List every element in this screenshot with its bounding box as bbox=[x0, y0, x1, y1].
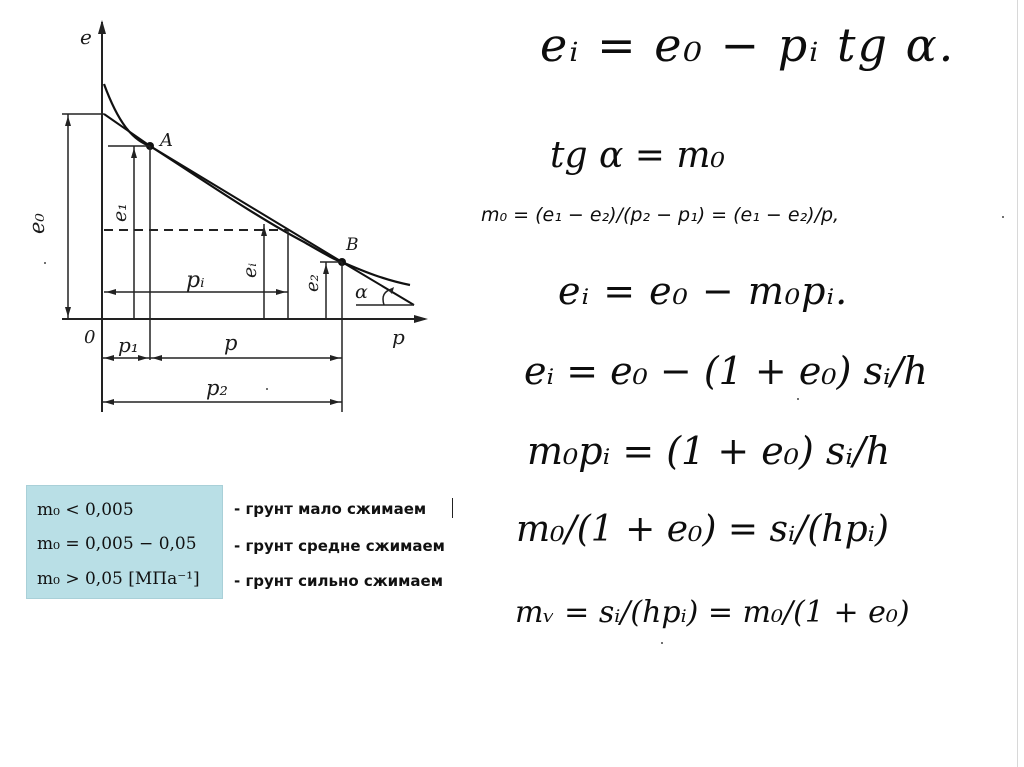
formula-ei-m0pi: eᵢ = e₀ − m₀pᵢ. bbox=[558, 269, 849, 313]
pi-arrow-left bbox=[106, 289, 116, 295]
label-origin: 0 bbox=[84, 327, 96, 348]
scan-speck bbox=[1002, 216, 1004, 218]
label-axis-e: e bbox=[80, 25, 92, 49]
p1-arrow-right bbox=[138, 355, 148, 361]
label-e2: e₂ bbox=[302, 274, 323, 292]
formula-m0pi-settlement: m₀pᵢ = (1 + e₀) sᵢ/h bbox=[527, 429, 891, 473]
scan-speck bbox=[266, 388, 268, 390]
label-p: p bbox=[224, 331, 238, 355]
slide-edge bbox=[1017, 0, 1018, 767]
compression-curve-diagram bbox=[0, 0, 470, 430]
p-arrow-right bbox=[330, 355, 340, 361]
x-axis-arrow bbox=[414, 315, 428, 323]
p-arrow-left bbox=[152, 355, 162, 361]
formula-m0-definition: m₀ = (e₁ − e₂)/(p₂ − p₁) = (e₁ − e₂)/p, bbox=[481, 204, 840, 226]
label-e1: e₁ bbox=[109, 203, 131, 222]
scan-speck bbox=[797, 398, 799, 400]
scan-speck bbox=[661, 642, 663, 644]
label-p2: p₂ bbox=[206, 376, 228, 400]
pi-arrow-right bbox=[276, 289, 286, 295]
e2-arrow-top bbox=[323, 264, 329, 274]
formula-ei-tg: eᵢ = e₀ − pᵢ tg α. bbox=[540, 18, 956, 72]
formula-ei-settlement: eᵢ = e₀ − (1 + e₀) sᵢ/h bbox=[524, 349, 928, 393]
label-p1: p₁ bbox=[118, 333, 139, 357]
e0-arrow-bottom bbox=[65, 307, 71, 317]
p2-arrow-left bbox=[104, 399, 114, 405]
formula-m0-ratio: m₀/(1 + e₀) = sᵢ/(hpᵢ) bbox=[516, 509, 889, 550]
label-axis-p: p bbox=[392, 325, 405, 349]
label-e0: e₀ bbox=[25, 213, 49, 234]
e1-arrow-top bbox=[131, 148, 137, 158]
compressibility-row-medium: m₀ = 0,005 − 0,05 bbox=[37, 534, 197, 554]
label-ei: eᵢ bbox=[239, 262, 261, 278]
scan-speck bbox=[44, 262, 46, 264]
compressibility-desc-low: - грунт мало сжимаем bbox=[234, 500, 427, 518]
p2-arrow-right bbox=[330, 399, 340, 405]
formula-mv: mᵥ = sᵢ/(hpᵢ) = m₀/(1 + e₀) bbox=[515, 595, 910, 630]
compressibility-desc-medium: - грунт средне сжимаем bbox=[234, 537, 445, 555]
compressibility-table bbox=[26, 485, 223, 599]
e0-arrow-top bbox=[65, 116, 71, 126]
y-axis-arrow bbox=[98, 20, 106, 34]
label-pi: pᵢ bbox=[186, 268, 205, 293]
label-alpha: α bbox=[355, 281, 368, 303]
p1-arrow-left bbox=[104, 355, 114, 361]
compressibility-row-low: m₀ < 0,005 bbox=[37, 500, 134, 520]
compressibility-desc-high: - грунт сильно сжимаем bbox=[234, 572, 443, 590]
text-cursor bbox=[452, 498, 453, 518]
label-point-b: B bbox=[346, 235, 359, 255]
compressibility-row-high: m₀ > 0,05 [МПа⁻¹] bbox=[37, 569, 200, 589]
label-point-a: A bbox=[160, 130, 173, 151]
formula-tg-m0: tg α = m₀ bbox=[550, 135, 725, 176]
